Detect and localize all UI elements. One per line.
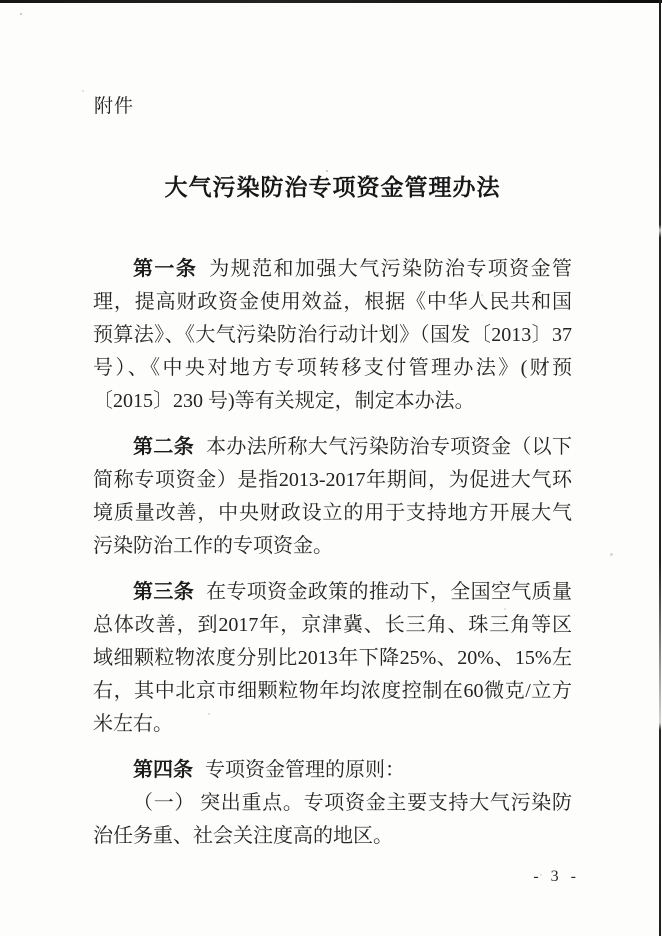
article-1-text: 为规范和加强大气污染防治专项资金管理，提高财政资金使用效益，根据《中华人民共和国预算法》、《大气污染防治行动计划》（国发〔2013〕37 号）、《中央对地方专项转移支付管理办法》(财预〔2015〕230 号)等有关规定，制定本办法。 [93, 258, 573, 412]
article-3-heading: 第三条 [133, 581, 195, 603]
scan-speckle [610, 553, 613, 556]
article-2-text: 本办法所称大气污染防治专项资金（以下简称专项资金）是指2013-2017年期间，为促进大气环境质量改善，中央财政设立的用于支持地方开展大气污染防治工作的专项资金。 [93, 436, 573, 557]
document-title: 大气污染防治专项资金管理办法 [164, 175, 501, 200]
scan-speckle [82, 90, 84, 92]
scan-speckle [20, 13, 22, 15]
article-4-item-1-marker: （一） [133, 792, 196, 814]
article-1-heading: 第一条 [133, 258, 198, 280]
article-4-paragraph [93, 754, 572, 787]
document-body [93, 253, 572, 866]
scan-edge-right [659, 0, 661, 936]
article-2-heading: 第二条 [133, 436, 195, 458]
article-2-paragraph [93, 431, 572, 563]
page-number: - 3 - [533, 868, 580, 885]
attachment-label: 附件 [94, 96, 135, 117]
article-4-item-1-text: 突出重点。专项资金主要支持大气污染防治任务重、社会关注度高的地区。 [93, 792, 573, 847]
article-4-heading: 第四条 [133, 759, 193, 781]
article-3-text: 在专项资金政策的推动下，全国空气质量总体改善，到2017年，京津冀、长三角、珠三角等区域细颗粒物浓度分别比2013年下降25%、20%、15%左右，其中北京市细颗粒物年均浓度控制在60微克/立方米左右。 [93, 581, 573, 735]
article-4-item-1-paragraph [93, 787, 572, 853]
article-3-paragraph [93, 576, 572, 741]
article-1-paragraph [93, 253, 572, 418]
article-4-text: 专项资金管理的原则： [205, 759, 405, 781]
scan-edge-top [0, 0, 662, 3]
